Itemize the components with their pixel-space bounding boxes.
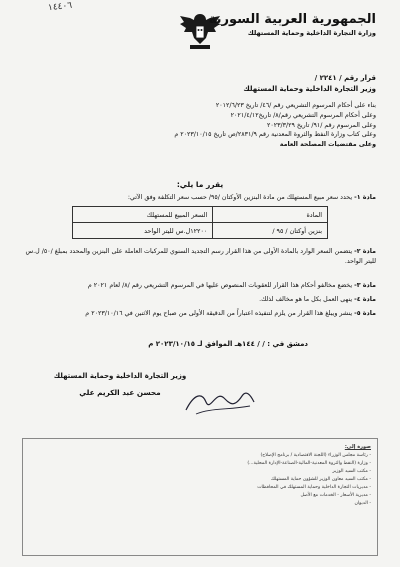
handwritten-signature-icon <box>180 384 260 420</box>
table-row <box>73 223 328 239</box>
ministry-name: وزارة التجارة الداخلية وحماية المستهلك <box>247 29 376 37</box>
preamble-line: وعلى أحكام المرسوم التشريعي رقم/٨/ تاريخ٢٠٢١/٤/١٢ <box>230 111 376 119</box>
list-item: - الديوان <box>354 500 371 506</box>
article-3 <box>24 282 376 289</box>
minister-title: وزير التجارة الداخلية وحماية المستهلك <box>243 85 376 93</box>
list-item: - مكتب السيد معاون الوزير للشؤون حماية المستهلك <box>270 476 371 482</box>
preamble <box>24 101 376 150</box>
table-row <box>73 207 328 223</box>
list-item: - وزارة (النفط والثروة المعدنية-المالية-الصناعة-الإدارة المحلية...) <box>247 460 371 466</box>
public-interest-line: وعلى مقتضيات المصلحة العامة <box>279 141 376 148</box>
decision-header <box>24 74 376 96</box>
article-label: مادة ٣- <box>354 282 376 289</box>
price-table <box>72 206 328 239</box>
article-label: مادة ٥- <box>354 310 376 317</box>
article-2 <box>24 247 376 267</box>
decision-number: قرار رقم / ٢٢٤١ / <box>314 74 376 82</box>
list-item: - مديريات التجارة الداخلية وحماية المستهلك في المحافظات <box>257 484 371 490</box>
list-item: - مديرية الأسعار - الخدمات مع الأصل <box>300 492 371 498</box>
decides-heading: يقرر ما يلي: <box>176 180 224 189</box>
article-text: ينشر ويبلغ هذا القرار من يلزم لتنفيذه اعتباراً من الدقيقة الأولى من صباح يوم الاثنين في ٢٠٢٣/١٠/١٦ م <box>85 310 353 317</box>
signatory-name: محسن عبد الكريم علي <box>79 388 161 397</box>
table-header-price: السعر المبيع للمستهلك <box>73 207 213 223</box>
dateline: دمشق في : / / ١٤٤هـ الموافق لـ ٢٠٢٣/١٠/١٥ م <box>148 340 308 348</box>
list-item: - مكتب السيد الوزير <box>332 468 371 474</box>
article-text: يحدد سعر مبيع المستهلك من مادة البنزين الأوكتان /٩٥/ حسب سعر التكلفة وفق الآتي: <box>127 194 353 201</box>
letterhead <box>209 12 376 37</box>
article-text: يتضمن السعر الوارد بالمادة الأولى من هذا القرار رسم التجديد السنوي للمركبات العاملة على البنزين والمحدد بمبلغ /٥٠/ ل.س لليتر الواحد. <box>25 248 376 266</box>
copies-box <box>22 438 378 556</box>
article-1 <box>24 194 376 201</box>
article-4 <box>24 296 376 303</box>
article-label: مادة ٢- <box>354 248 376 255</box>
list-item: - رئاسة مجلس الوزراء (اللجنة الاقتصادية / برنامج الإصلاح) <box>260 452 371 458</box>
preamble-line: وعلى كتاب وزارة النفط والثروة المعدنية رقم ٢٨٣١/٩/ص تاريخ ٢٠٢٣/١٠/١٥ م <box>174 131 376 139</box>
article-text: يخضع مخالفو أحكام هذا القرار للعقوبات المنصوص عليها في المرسوم التشريعي رقم /٨/ لعام ٢٠٢١ م <box>87 282 353 289</box>
preamble-line: بناء على أحكام المرسوم التشريعي رقم /٤٦/ تاريخ ٢٠١٢/٦/٢٣ <box>215 102 376 109</box>
republic-title: الجمهورية العربية السورية <box>208 12 376 27</box>
article-5 <box>24 310 376 317</box>
signatory-title: وزير التجارة الداخلية وحماية المستهلك <box>53 372 187 380</box>
article-text: ينهى العمل بكل ما هو مخالف لذلك. <box>259 296 353 303</box>
table-cell-material: بنزين أوكتان / ٩٥ / <box>213 223 328 239</box>
table-cell-price: ١٢٢٠٠ل.س لليتر الواحد <box>73 223 213 239</box>
article-label: مادة ٤- <box>354 296 376 303</box>
table-header-material: المادة <box>213 207 328 223</box>
preamble-line: وعلى المرسوم رقم /٩١/ تاريخ ٢٠٢٣/٣/٢٩ <box>266 121 376 129</box>
copies-heading: صورة إلى: <box>344 444 371 450</box>
handwritten-number: ١٤٤٠٦ <box>47 0 73 14</box>
article-label: مادة ١- <box>354 194 376 201</box>
